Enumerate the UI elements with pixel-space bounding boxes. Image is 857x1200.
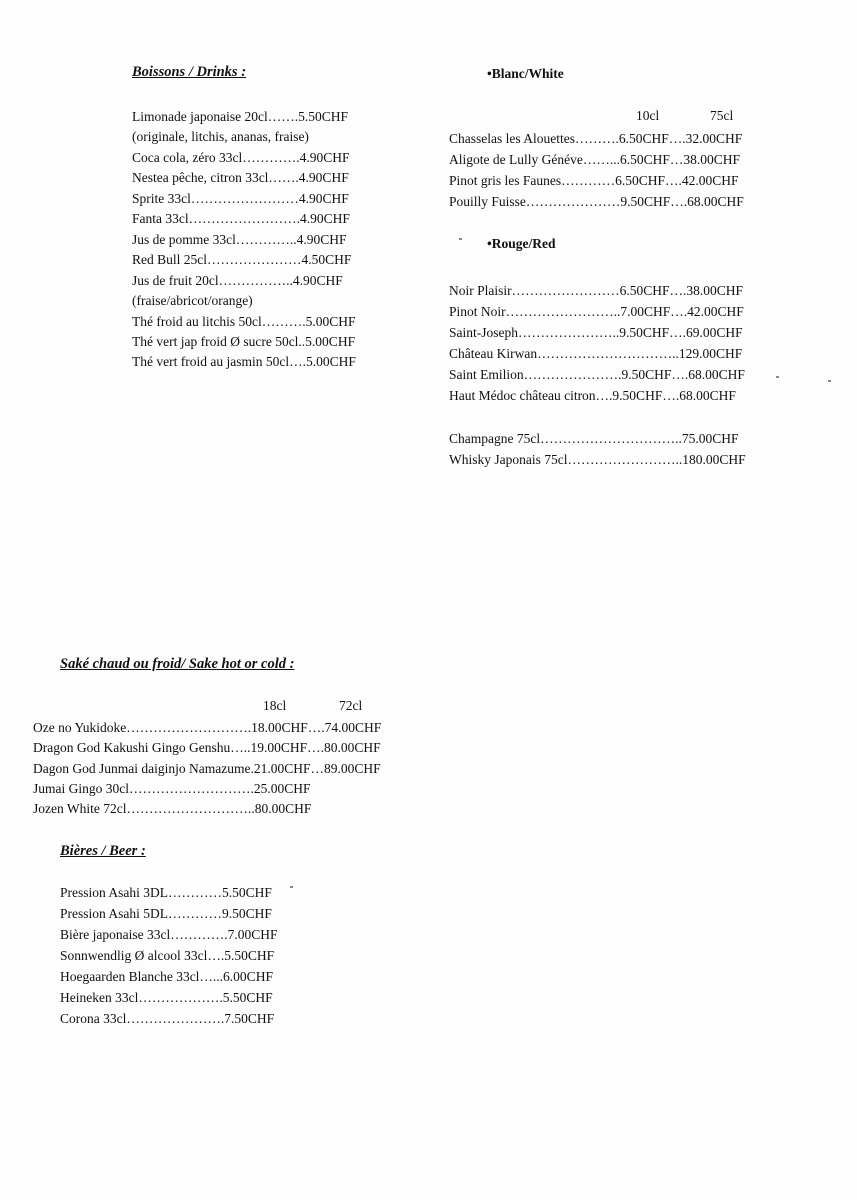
sake-heading: Saké chaud ou froid/ Sake hot or cold : (60, 656, 295, 672)
menu-line: (fraise/abricot/orange) (132, 293, 253, 308)
col-header-75cl: 75cl (710, 108, 734, 123)
menu-line: Jozen White 72cl………………………..80.00CHF (33, 801, 312, 816)
menu-line: Jus de pomme 33cl…………..4.90CHF (132, 232, 347, 247)
menu-line: Jus de fruit 20cl……………..4.90CHF (132, 273, 343, 288)
menu-line: Pouilly Fuisse…………………9.50CHF….68.00CHF (449, 194, 744, 209)
menu-line: Coca cola, zéro 33cl………….4.90CHF (132, 150, 350, 165)
red-wine-section (487, 236, 555, 252)
scan-speck (459, 238, 462, 240)
menu-line: Red Bull 25cl…………………4.50CHF (132, 252, 352, 267)
white-wine-section (487, 66, 564, 82)
beer-section (60, 843, 146, 860)
menu-line: Thé froid au litchis 50cl……….5.00CHF (132, 314, 356, 329)
red-wine-heading: •Rouge/Red (487, 236, 556, 251)
scan-speck (828, 380, 831, 382)
col-header-10cl: 10cl (636, 108, 660, 123)
scan-speck (290, 886, 293, 888)
menu-line: Oze no Yukidoke……………………….18.00CHF….74.00CHF (33, 720, 382, 735)
menu-line: Champagne 75cl…………………………..75.00CHF (449, 431, 739, 446)
menu-line: Corona 33cl………………….7.50CHF (60, 1011, 275, 1026)
menu-line: Whisky Japonais 75cl……………………..180.00CHF (449, 452, 746, 467)
menu-line: Heineken 33cl……………….5.50CHF (60, 990, 273, 1005)
menu-line: Dagon God Junmai daiginjo Namazume.21.00CHF…89.00CHF (33, 761, 381, 776)
menu-line: Pinot Noir……………………..7.00CHF….42.00CHF (449, 304, 744, 319)
white-wine-heading: •Blanc/White (487, 66, 564, 81)
menu-line: Pression Asahi 5DL…………9.50CHF (60, 906, 272, 921)
menu-line: Sonnwendlig Ø alcool 33cl….5.50CHF (60, 948, 275, 963)
menu-line: Pinot gris les Faunes…………6.50CHF….42.00CHF (449, 173, 739, 188)
col-header-72cl: 72cl (339, 698, 363, 713)
menu-line: Château Kirwan…………………………..129.00CHF (449, 346, 743, 361)
menu-line: Saint Emilion………………….9.50CHF….68.00CHF (449, 367, 745, 382)
menu-line: Haut Médoc château citron….9.50CHF….68.00CHF (449, 388, 736, 403)
menu-line: (originale, litchis, ananas, fraise) (132, 129, 309, 144)
col-header-18cl: 18cl (263, 698, 287, 713)
menu-line: Thé vert jap froid Ø sucre 50cl..5.00CHF (132, 334, 356, 349)
sake-section (60, 656, 294, 673)
menu-line: Hoegaarden Blanche 33cl…...6.00CHF (60, 969, 273, 984)
menu-line: Fanta 33cl…………………….4.90CHF (132, 211, 350, 226)
menu-line: Sprite 33cl……………………4.90CHF (132, 191, 349, 206)
menu-line: Jumai Gingo 30cl……………………….25.00CHF (33, 781, 311, 796)
scan-speck (776, 376, 779, 378)
menu-line: Dragon God Kakushi Gingo Genshu…..19.00CHF….80.00CHF (33, 740, 381, 755)
menu-line: Noir Plaisir……………………6.50CHF….38.00CHF (449, 283, 744, 298)
beer-heading: Bières / Beer : (60, 843, 146, 859)
drinks-heading: Boissons / Drinks : (132, 64, 247, 80)
menu-line: Limonade japonaise 20cl…….5.50CHF (132, 109, 348, 124)
menu-line: Nestea pêche, citron 33cl…….4.90CHF (132, 170, 349, 185)
drinks-section (132, 64, 246, 81)
menu-line: Thé vert froid au jasmin 50cl….5.00CHF (132, 354, 356, 369)
menu-line: Pression Asahi 3DL…………5.50CHF (60, 885, 272, 900)
menu-line: Saint-Joseph…………………..9.50CHF….69.00CHF (449, 325, 743, 340)
menu-line: Aligote de Lully Généve……...6.50CHF…38.00CHF (449, 152, 740, 167)
menu-line: Bière japonaise 33cl………….7.00CHF (60, 927, 278, 942)
menu-line: Chasselas les Alouettes……….6.50CHF….32.00CHF (449, 131, 743, 146)
